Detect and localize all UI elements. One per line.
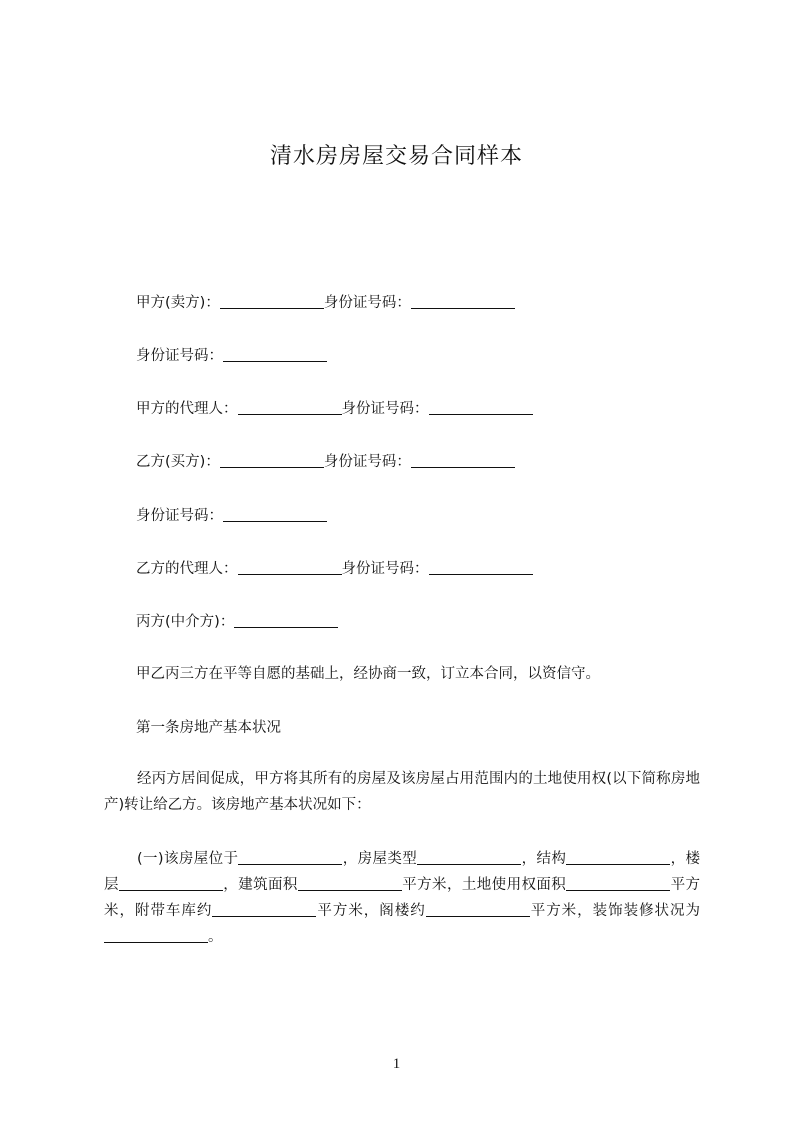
building-area-label: ，建筑面积 <box>222 877 298 893</box>
party-c-label: 丙方(中介方)： <box>136 614 235 630</box>
party-b-id-blank[interactable] <box>411 451 515 468</box>
land-area-blank[interactable] <box>566 874 670 891</box>
party-c-name-blank[interactable] <box>234 611 338 628</box>
structure-blank[interactable] <box>566 848 670 865</box>
party-b-agent-id-label: 身份证号码： <box>341 561 429 577</box>
party-a-agent-line <box>136 398 533 419</box>
party-a-agent-id-blank[interactable] <box>429 398 533 415</box>
party-a-id-blank[interactable] <box>411 292 515 309</box>
party-a-agent-name-blank[interactable] <box>238 398 342 415</box>
garage-label: 平方米，附带车库约 <box>104 877 701 919</box>
party-b-agent-label: 乙方的代理人： <box>136 561 238 577</box>
party-b-agent-name-blank[interactable] <box>238 558 342 575</box>
article-one-heading: 第一条房地产基本状况 <box>136 720 281 736</box>
clause-one-property-details <box>104 846 700 950</box>
party-c-line <box>136 611 338 632</box>
party-b-extra-id-label: 身份证号码： <box>136 508 223 524</box>
party-a-name-blank[interactable] <box>220 292 324 309</box>
party-b-label: 乙方(买方)： <box>136 454 220 470</box>
structure-comma: ， <box>670 851 686 867</box>
party-a-label: 甲方(卖方)： <box>136 295 220 311</box>
clause-one-lead: (一)该房屋位于 <box>137 851 239 867</box>
house-type-blank[interactable] <box>417 848 521 865</box>
party-a-agent-id-label: 身份证号码： <box>341 401 429 417</box>
article-one-intro: 经丙方居间促成，甲方将其所有的房屋及该房屋占用范围内的土地使用权(以下简称房地产)转让给乙方。该房地产基本状况如下： <box>104 771 700 813</box>
house-type-label: ，房屋类型 <box>342 851 418 867</box>
decoration-label: 平方米，装饰装修状况为 <box>529 903 701 919</box>
property-location-blank[interactable] <box>238 848 342 865</box>
party-a-id-label: 身份证号码： <box>323 295 411 311</box>
party-a-extra-id-label: 身份证号码： <box>136 348 223 364</box>
attic-label: 平方米，阁楼约 <box>316 903 426 919</box>
building-area-unit: 平方米 <box>401 877 447 893</box>
party-b-extra-id-blank[interactable] <box>223 505 327 522</box>
party-b-extra-id-line <box>136 505 327 526</box>
party-a-agent-label: 甲方的代理人： <box>136 401 238 417</box>
decoration-status-blank[interactable] <box>104 926 208 943</box>
page-number: 1 <box>392 1056 401 1072</box>
building-area-blank[interactable] <box>298 874 402 891</box>
garage-area-blank[interactable] <box>212 900 316 917</box>
party-b-id-label: 身份证号码： <box>323 454 411 470</box>
attic-area-blank[interactable] <box>426 900 530 917</box>
clause-one-end: 。 <box>208 929 223 945</box>
contract-title: 清水房房屋交易合同样本 <box>269 144 523 169</box>
party-a-extra-id-line <box>136 345 327 366</box>
party-b-agent-line <box>136 558 533 579</box>
party-a-extra-id-blank[interactable] <box>223 345 327 362</box>
floor-label: 楼层 <box>104 851 701 893</box>
party-b-name-blank[interactable] <box>220 451 324 468</box>
party-b-agent-id-blank[interactable] <box>429 558 533 575</box>
party-a-line <box>136 292 515 313</box>
agreement-statement: 甲乙丙三方在平等自愿的基础上，经协商一致，订立本合同，以资信守。 <box>136 666 600 682</box>
floor-blank[interactable] <box>119 874 223 891</box>
land-area-label: ，土地使用权面积 <box>446 877 567 893</box>
structure-label: ，结构 <box>521 851 567 867</box>
party-b-line <box>136 451 515 472</box>
